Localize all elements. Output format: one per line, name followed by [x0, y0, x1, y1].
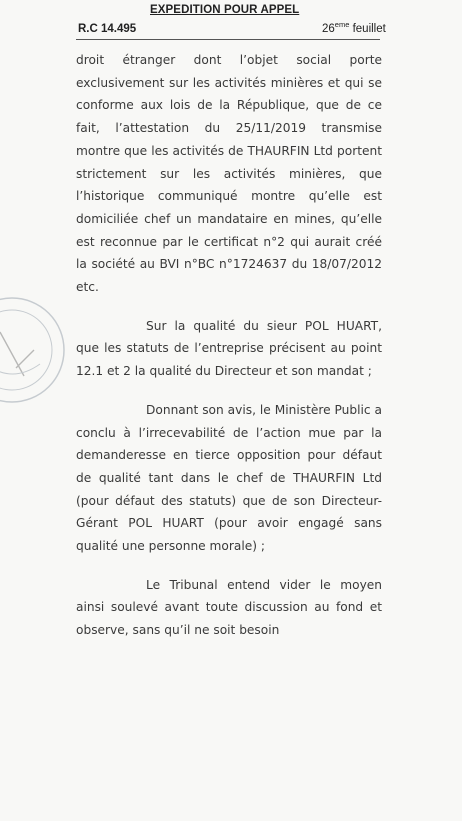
- paragraph-4: Le Tribunal entend vider le moyen ainsi soulevé avant toute discussion au fond et observe, sans qu’il ne soit besoin: [76, 577, 382, 638]
- document-header-title: EXPEDITION POUR APPEL: [150, 4, 300, 16]
- paragraph-1: droit étranger dont l’objet social porte exclusivement sur les activités minières et qui se conforme aux lois de la République, que de ce fait, l’attestation du 25/11/2019 transmise montre que les activités de THAURFIN Ltd portent strictement sur les activités minières, que l’historique communiqué montre qu’elle est domiciliée chef un mandataire en mines, qu’elle est reconnue par le certificat n°2 qui aurait créé la société au BVI n°BC n°1724637 du 18/07/2012 etc.: [76, 53, 382, 295]
- official-stamp: [0, 280, 68, 420]
- document-body: [76, 49, 382, 642]
- feuillet-number: 26: [322, 23, 335, 35]
- paragraph-3: Donnant son avis, le Ministère Public a conclu à l’irrecevabilité de l’action mue par la demanderesse en tierce opposition pour défaut de qualité tant dans le chef de THAURFIN Ltd (pour défaut des statuts) que de son Directeur-Gérant POL HUART (pour avoir engagé sans qualité une personne morale) ;: [76, 402, 382, 554]
- case-number: R.C 14.495: [78, 23, 137, 35]
- page-feuillet: [322, 20, 386, 35]
- paragraph-2: Sur la qualité du sieur POL HUART, que les statuts de l’entreprise précisent au point 12.1 et 2 la qualité du Directeur et son mandat ;: [76, 318, 382, 379]
- feuillet-label: feuillet: [349, 23, 386, 35]
- feuillet-suffix: eme: [334, 20, 350, 29]
- header-divider: [76, 39, 380, 40]
